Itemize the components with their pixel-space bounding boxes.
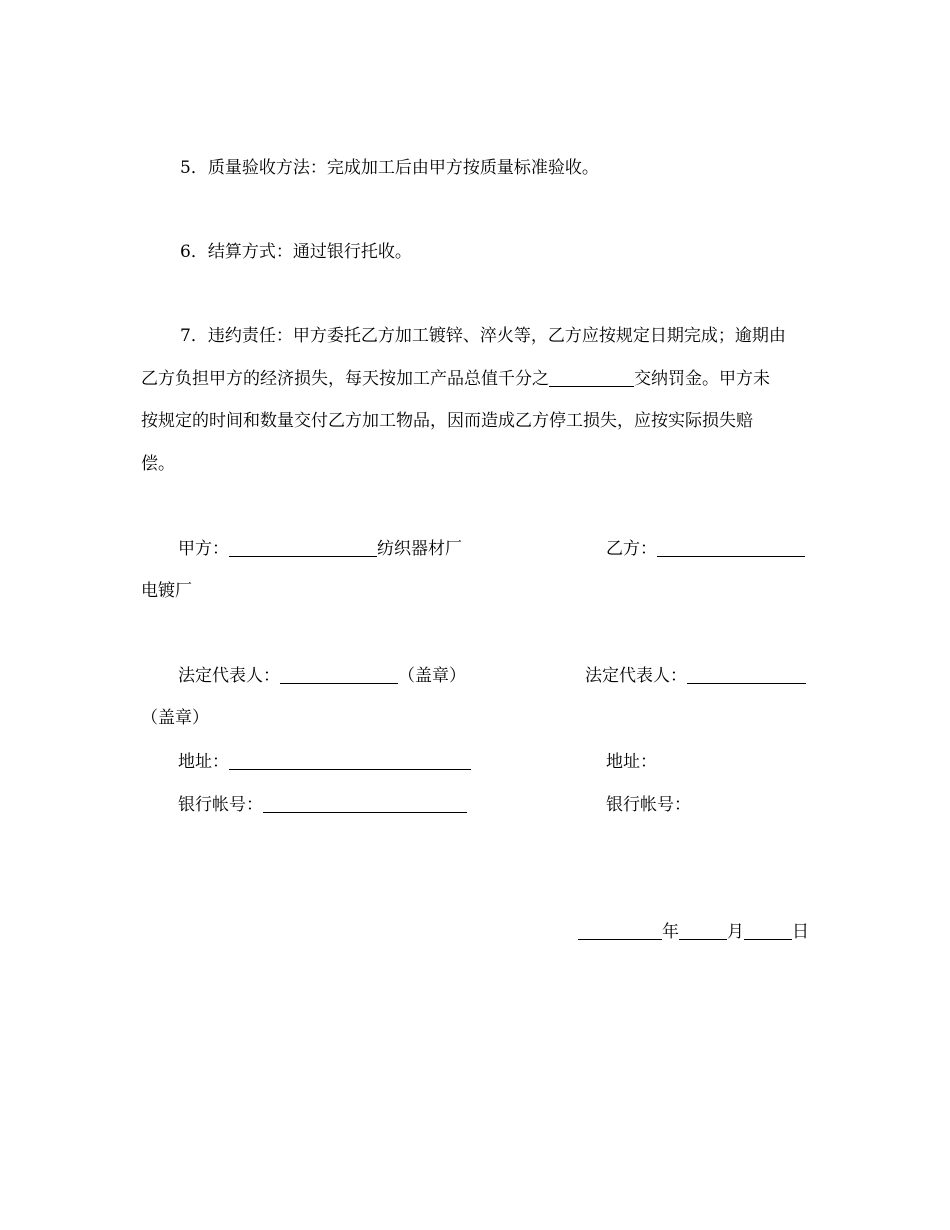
party-a-name-blank[interactable] (229, 538, 377, 557)
party-a-label: 甲方： (178, 539, 229, 559)
party-a-address-label: 地址： (178, 752, 229, 772)
clause-7-text-a: 乙方负担甲方的经济损失，每天按加工产品总值千分之 (141, 369, 549, 389)
party-b-name-blank[interactable] (657, 538, 805, 557)
month-blank[interactable] (679, 921, 727, 940)
party-a-rep-label: 法定代表人： (178, 666, 280, 686)
party-b-rep-label: 法定代表人： (585, 666, 687, 686)
clause-5: 5．质量验收方法：完成加工后由甲方按质量标准验收。 (180, 158, 599, 178)
party-b-address-label: 地址： (606, 752, 657, 772)
party-b-line (606, 538, 805, 560)
party-b-bank-label: 银行帐号： (606, 795, 691, 815)
clause-7-line-3: 按规定的时间和数量交付乙方加工物品，因而造成乙方停工损失，应按实际损失赔 (141, 411, 753, 431)
clause-7-line-2 (141, 368, 770, 390)
date-line (578, 921, 809, 943)
party-a-seal: （盖章） (398, 666, 466, 686)
party-b-rep-blank[interactable] (687, 665, 806, 684)
party-a-rep-blank[interactable] (280, 665, 398, 684)
day-blank[interactable] (744, 921, 792, 940)
party-a-bank-blank[interactable] (263, 794, 467, 813)
clause-6: 6．结算方式：通过银行托收。 (180, 242, 412, 262)
party-a-line (178, 538, 462, 560)
party-a-bank-label: 银行帐号： (178, 795, 263, 815)
year-label: 年 (662, 922, 679, 942)
party-a-rep-line (178, 665, 466, 687)
party-a-address-line (178, 751, 471, 773)
party-b-label: 乙方： (606, 539, 657, 559)
party-b-suffix: 电镀厂 (141, 581, 192, 601)
clause-7-text-b: 交纳罚金。甲方未 (634, 369, 770, 389)
party-a-suffix: 纺织器材厂 (377, 539, 462, 559)
party-a-address-blank[interactable] (229, 751, 471, 770)
party-b-rep-line (585, 665, 806, 687)
party-b-seal: （盖章） (141, 708, 209, 728)
year-blank[interactable] (578, 921, 662, 940)
party-a-bank-line (178, 794, 467, 816)
clause-7-line-1: 7．违约责任：甲方委托乙方加工镀锌、淬火等，乙方应按规定日期完成；逾期由 (180, 326, 786, 346)
clause-7-line-4: 偿。 (141, 454, 175, 474)
day-label: 日 (792, 922, 809, 942)
penalty-rate-blank[interactable] (549, 368, 634, 387)
month-label: 月 (727, 922, 744, 942)
